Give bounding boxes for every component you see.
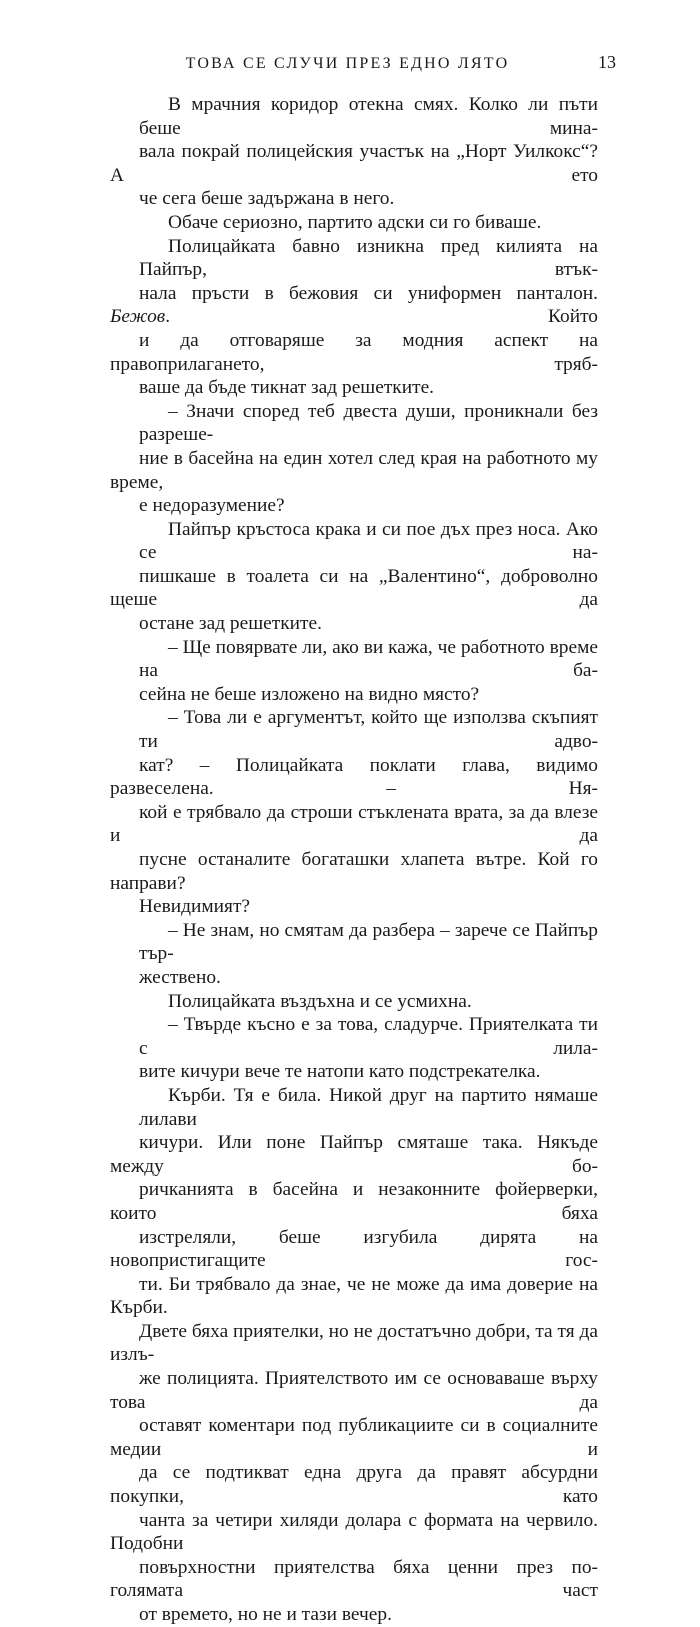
text-line: Обаче сериозно, партито адски си го биваше. [168, 211, 542, 233]
paragraph [110, 235, 598, 400]
text-line: чанта за четири хиляди долара с формата на червило. Подобни [110, 1509, 598, 1555]
text-line: – Ще повярвате ли, ако ви кажа, че работното време на ба- [139, 636, 598, 682]
paragraph [110, 1013, 598, 1084]
text-line: пусне останалите богаташки хлапета вътре. Кой го направи? [110, 849, 598, 894]
paragraph [110, 400, 598, 518]
paragraph [110, 636, 598, 707]
text-line: Полицайката въздъхна и се усмихна. [168, 990, 472, 1012]
body-text [110, 93, 598, 1627]
paragraph [110, 518, 598, 636]
text-line: остане зад решетките. [139, 613, 322, 635]
text-line: Двете бяха приятелки, но не достатъчно добри, та тя да излъ- [110, 1320, 598, 1366]
text-line: кичури. Или поне Пайпър смяташе така. Някъде между бо- [110, 1132, 598, 1177]
text-line: Пайпър кръстоса крака и си пое дъх през носа. Ако се на- [139, 518, 598, 564]
text-line: изстреляли, беше изгубила дирята на новопристигащите гос- [110, 1226, 598, 1272]
text-line: пишкаше в тоалета си на „Валентино“, доброволно щеше да [110, 565, 598, 611]
text-line: ти. Би трябвало да знае, че не може да има доверие на Кърби. [110, 1273, 598, 1319]
paragraph [110, 93, 598, 211]
text-line: кат? – Полицайката поклати глава, видимо развеселена. – Ня- [110, 754, 598, 800]
text-line: Полицайката бавно изникна пред килията на Пайпър, втък- [139, 235, 598, 281]
text-line: от времето, но не и тази вечер. [139, 1604, 392, 1625]
paragraph [110, 1084, 598, 1627]
text-line: ричканията в басейна и незаконните фойерверки, които бяха [110, 1179, 598, 1224]
text-line: е недоразумение? [139, 495, 285, 517]
text-line: В мрачния коридор отекна смях. Колко ли пъти беше мина- [139, 94, 598, 139]
text-line: и да отговаряше за модния аспект на правоприлагането, тряб- [110, 329, 598, 375]
paragraph [110, 919, 598, 990]
page-number: 13 [598, 52, 616, 72]
text-line: же полицията. Приятелството им се основаваше върху това да [110, 1368, 598, 1413]
text-line: повърхностни приятелства бяха ценни през по-голямата част [110, 1556, 598, 1602]
text-segment: . Който [165, 306, 598, 328]
text-line: – Това ли е аргументът, който ще използва скъпият ти адво- [139, 707, 598, 753]
text-line: ние в басейна на един хотел след края на работното му време, [110, 447, 598, 493]
paragraph [110, 211, 598, 235]
running-title: ТОВА СЕ СЛУЧИ ПРЕЗ ЕДНО ЛЯТО [185, 55, 510, 72]
text-line: жествено. [139, 966, 221, 988]
text-line: – Значи според теб двеста души, проникнали без разреше- [139, 400, 598, 446]
text-line: вите кичури вече те натопи като подстрекателка. [139, 1061, 541, 1083]
text-line: сейна не беше изложено на видно място? [139, 683, 480, 705]
text-line: – Твърде късно е за това, сладурче. Приятелката ти с лила- [139, 1014, 598, 1059]
text-line: да се подтикват една друга да правят абсурдни покупки, като [110, 1462, 598, 1508]
text-line: ваше да бъде тикнат зад решетките. [139, 377, 435, 399]
text-line [110, 282, 598, 329]
text-line: кой е трябвало да строши стъклената врата, за да влезе и да [110, 801, 598, 847]
text-line: вала покрай полицейския участък на „Норт Уилкокс“? А ето [110, 141, 598, 186]
text-line: че сега беше задържана в него. [139, 188, 395, 210]
text-line: Кърби. Тя е била. Никой друг на партито нямаше лилави [139, 1084, 598, 1130]
text-line: оставят коментари под публикациите си в социалните медии и [110, 1415, 598, 1460]
paragraph [110, 990, 598, 1014]
italic-word: Бежов [110, 306, 166, 328]
text-line: Невидимият? [139, 896, 251, 918]
text-line: – Не знам, но смятам да разбера – зарече се Пайпър тър- [139, 919, 598, 965]
text-segment: нала пръсти в бежовия си униформен панталон. [139, 282, 598, 304]
paragraph [110, 706, 598, 918]
